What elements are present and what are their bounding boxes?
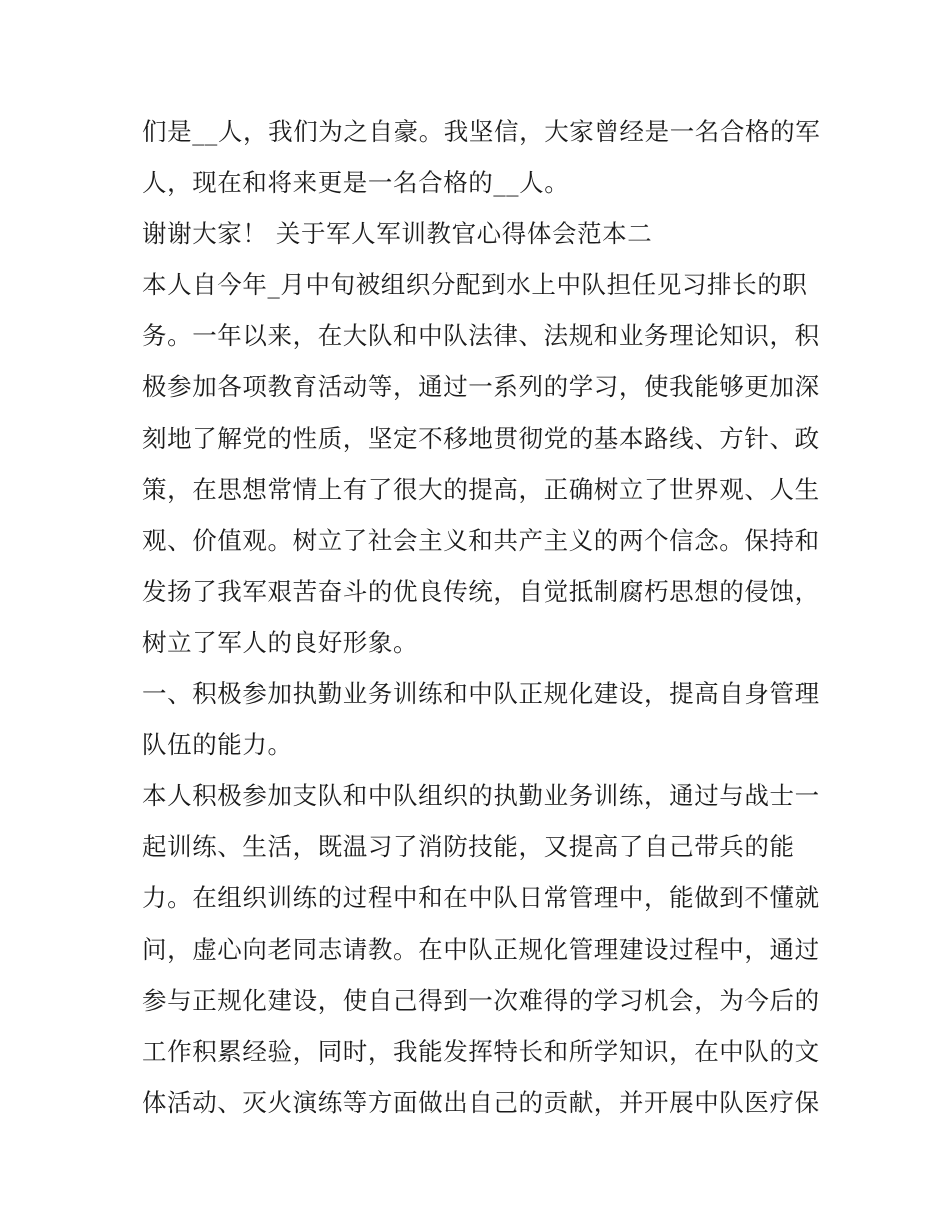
text-line: 观、价值观。树立了社会主义和共产主义的两个信念。保持和 [142, 525, 820, 555]
text-line: 起训练、生活，既温习了消防技能，又提高了自己带兵的能 [142, 832, 795, 862]
text-line: 参与正规化建设，使自己得到一次难得的学习机会，为今后的 [142, 985, 820, 1015]
text-line: 们是__人，我们为之自豪。我坚信，大家曾经是一名合格的军 [142, 117, 821, 146]
text-line: 工作积累经验，同时，我能发挥特长和所学知识，在中队的文 [142, 1036, 820, 1066]
text-line: 力。在组织训练的过程中和在中队日常管理中，能做到不懂就 [142, 883, 820, 913]
text-line: 人，现在和将来更是一名合格的__人。 [142, 168, 570, 198]
text-line: 本人自今年_月中旬被组织分配到水上中队担任见习排长的职 [142, 270, 808, 300]
heading-line: 谢谢大家！ 关于军人军训教官心得体会范本二 [142, 219, 653, 249]
text-line: 刻地了解党的性质，坚定不移地贯彻党的基本路线、方针、政 [142, 423, 820, 453]
text-line: 本人积极参加支队和中队组织的执勤业务训练，通过与战士一 [142, 781, 820, 811]
text-line: 策，在思想常情上有了很大的提高，正确树立了世界观、人生 [142, 474, 820, 504]
text-line: 问，虚心向老同志请教。在中队正规化管理建设过程中，通过 [142, 934, 820, 964]
body-text [142, 106, 822, 1128]
text-line: 务。一年以来，在大队和中队法律、法规和业务理论知识，积 [142, 321, 820, 351]
section-heading: 一、积极参加执勤业务训练和中队正规化建设，提高自身管理 [142, 679, 820, 709]
text-line: 极参加各项教育活动等，通过一系列的学习，使我能够更加深 [142, 372, 820, 402]
text-line: 树立了军人的良好形象。 [142, 627, 419, 657]
text-line: 体活动、灭火演练等方面做出自己的贡献，并开展中队医疗保 [142, 1087, 820, 1117]
text-line: 发扬了我军艰苦奋斗的优良传统，自觉抵制腐朽思想的侵蚀， [142, 576, 820, 606]
section-heading: 队伍的能力。 [142, 730, 293, 760]
